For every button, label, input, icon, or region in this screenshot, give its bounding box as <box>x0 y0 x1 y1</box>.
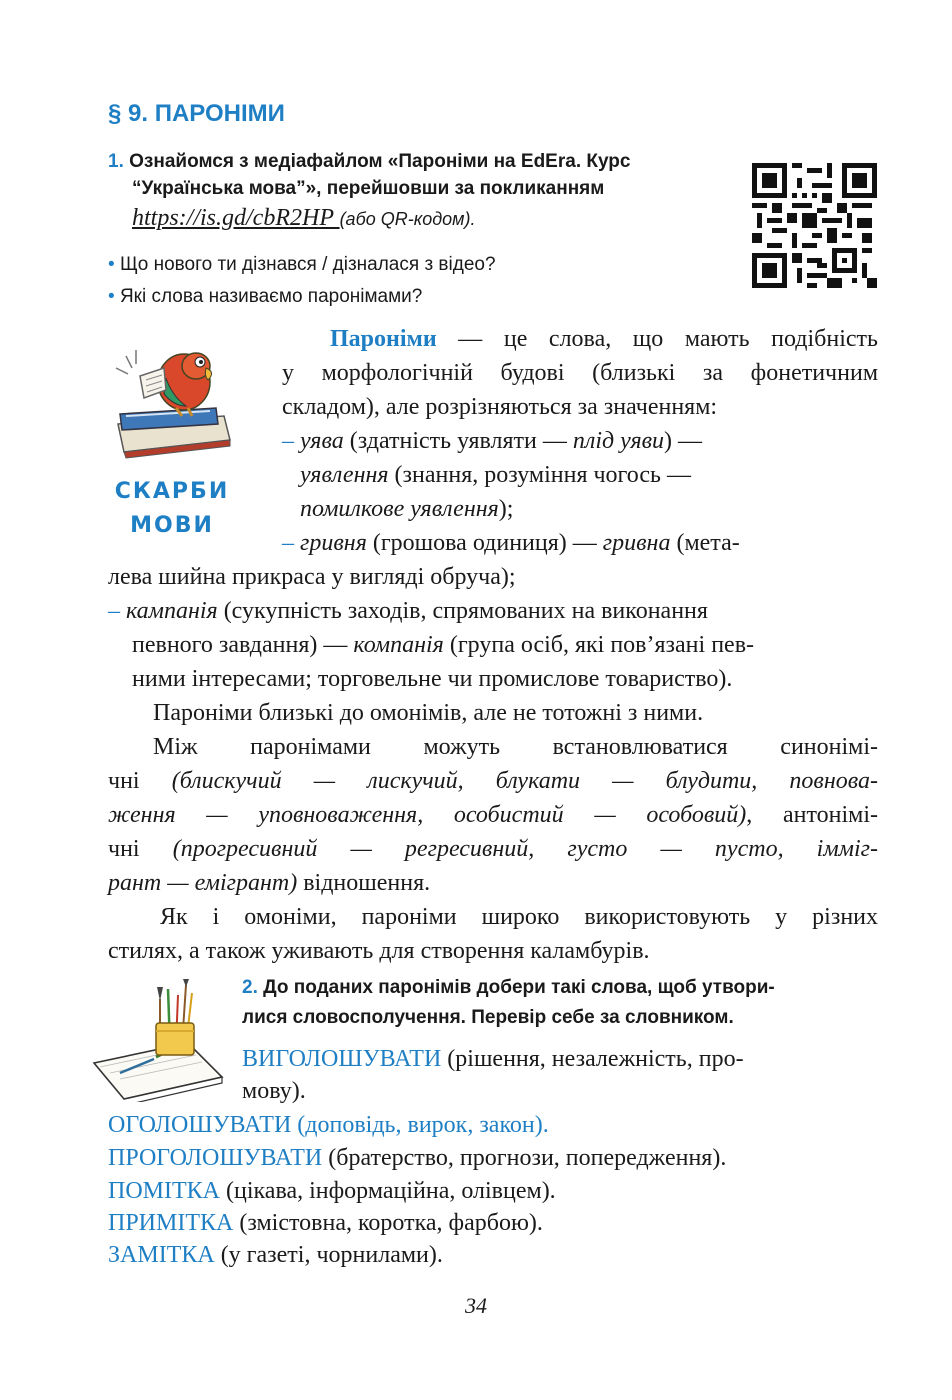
question-1-text: Що нового ти дізнався / дізналася з відео? <box>119 254 496 275</box>
page-number: 34 <box>465 1293 487 1318</box>
word-term: ВИГОЛОШУВАТИ <box>242 1046 442 1072</box>
brushes-and-notebook-icon <box>90 977 240 1102</box>
qr-code-icon[interactable] <box>752 163 877 288</box>
paragraph-2-line-1: Між паронімами можуть встановлюватися синонімі- <box>153 734 878 760</box>
bullet-icon: • <box>108 254 115 275</box>
paronyms-term: Пароніми <box>330 326 437 352</box>
task-2-line-1: 2. До поданих паронімів добери такі слова, щоб утвори- <box>242 977 775 998</box>
question-1 <box>108 254 496 276</box>
word-term: ПРОГОЛОШУВАТИ <box>108 1145 323 1171</box>
example-3-line-1: – кампанія (сукупність заходів, спрямованих на виконання <box>108 598 708 624</box>
paragraph-3-line-1: Як і омоніми, пароніми широко використовують у різних <box>160 904 878 930</box>
paragraph-2-line-2: чні (блискучий — лискучий, блукати — блудити, повнова- <box>108 768 878 794</box>
word-term: ПРИМІТКА <box>108 1210 234 1236</box>
edera-link[interactable]: https://is.gd/cbR2HP <box>132 205 340 231</box>
word-item-1: ВИГОЛОШУВАТИ (рішення, незалежність, про- <box>242 1046 744 1072</box>
definition-line-2: у морфологічній будові (близькі за фонетичним <box>282 360 878 386</box>
dash-icon: – <box>282 428 294 454</box>
dash-icon: – <box>108 598 120 624</box>
question-2-text: Які слова називаємо паронімами? <box>119 286 423 307</box>
paragraph-2-line-5: рант — емігрант) відношення. <box>108 870 431 896</box>
word-term: ПОМІТКА <box>108 1178 220 1204</box>
treasure-of-language-label <box>106 475 238 543</box>
treasure-line-2: МОВИ <box>130 513 214 538</box>
word-item-6: ЗАМІТКА (у газеті, чорнилами). <box>108 1242 443 1268</box>
qr-note: (або QR-кодом). <box>339 209 476 229</box>
paragraph-3-line-2: стилях, а також уживають для створення каламбурів. <box>108 938 650 964</box>
dash-icon: – <box>282 530 294 556</box>
task-2-line-2: лися словосполучення. Перевір себе за словником. <box>242 1007 734 1028</box>
parrot-on-books-icon <box>106 328 238 460</box>
example-3-line-2: певного завдання) — компанія (група осіб, які пов’язані пев- <box>132 632 755 658</box>
paragraph-2-line-3: ження — уповноваження, особистий — особовий), антонімі- <box>108 802 878 828</box>
word-item-2: ОГОЛОШУВАТИ (доповідь, вирок, закон). <box>108 1112 549 1138</box>
word-item-5: ПРИМІТКА (змістовна, коротка, фарбою). <box>108 1210 543 1236</box>
bullet-icon: • <box>108 286 115 307</box>
example-1-line-2: уявлення (знання, розуміння чогось — <box>300 462 691 488</box>
word-term: ЗАМІТКА <box>108 1242 215 1268</box>
section-title: § 9. ПАРОНІМИ <box>108 100 285 127</box>
example-3-line-3: ними інтересами; торговельне чи промислове товариство). <box>132 666 733 692</box>
treasure-line-1: СКАРБИ <box>114 479 230 504</box>
example-2-line-1: – гривня (грошова одиниця) — гривна (мета- <box>282 530 740 556</box>
word-item-3: ПРОГОЛОШУВАТИ (братерство, прогнози, попередження). <box>108 1145 727 1171</box>
paragraph-1: Пароніми близькі до омонімів, але не тотожні з ними. <box>153 700 704 726</box>
question-2 <box>108 286 422 308</box>
word-item-1-continued: мову). <box>242 1078 306 1104</box>
definition-line-3: складом), але розрізняються за значенням: <box>282 394 718 420</box>
definition-line-1: Пароніми — це слова, що мають подібність <box>330 326 878 352</box>
word-item-4: ПОМІТКА (цікава, інформаційна, олівцем). <box>108 1178 556 1204</box>
task-2-number: 2. <box>242 977 258 998</box>
task-1-link-line <box>132 205 476 232</box>
task-1-text-1: Ознайомся з медіафайлом «Пароніми на EdEra. Курс <box>129 151 631 172</box>
example-1-line-1: – уява (здатність уявляти — плід уяви) — <box>282 428 703 454</box>
task-1-number: 1. <box>108 151 124 172</box>
word-term: ОГОЛОШУВАТИ <box>108 1112 292 1138</box>
task-1-line-2: “Українська мова”», перейшовши за покликанням <box>132 178 605 199</box>
example-1-line-3: помилкове уявлення); <box>300 496 514 522</box>
paragraph-2-line-4: чні (прогресивний — регресивний, густо — пусто, імміг- <box>108 836 878 862</box>
example-2-line-2: лева шийна прикраса у вигляді обруча); <box>108 564 516 590</box>
